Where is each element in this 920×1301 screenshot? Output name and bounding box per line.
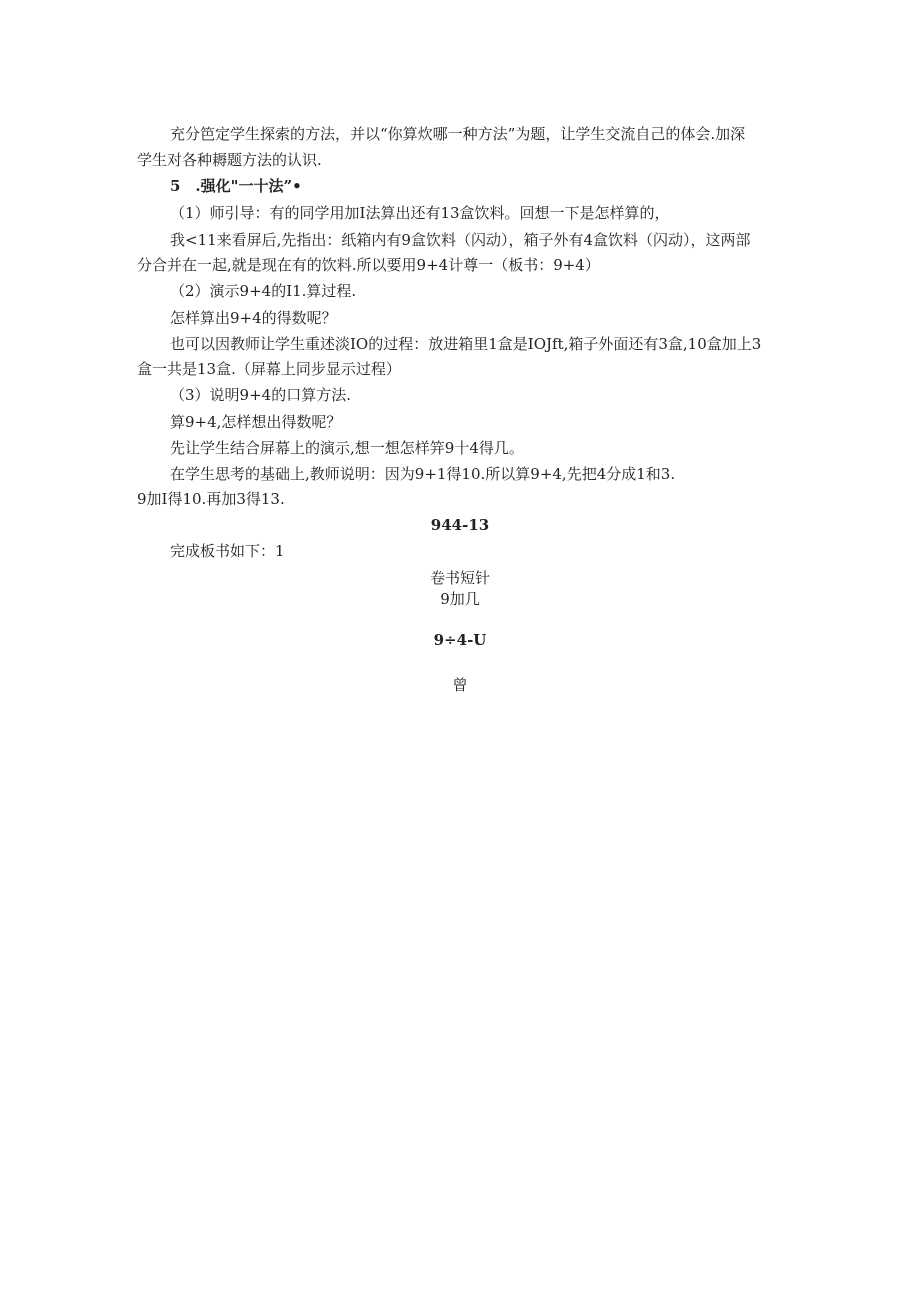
board-equation: 9÷4-U (433, 631, 487, 649)
paragraph-line-9: 盒一共是13盒.（屏幕上同步显示过程） (137, 360, 401, 378)
board-subtitle: 9加几 (440, 590, 480, 608)
paragraph-line-10: （3）说明9+4的口算方法. (170, 386, 351, 404)
paragraph-line-1: 充分笆定学生探索的方法，并以“你算炊哪一种方法”为题，让学生交流自己的体会.加深 (170, 125, 746, 143)
board-title: 卷书短针 (429, 569, 490, 587)
board-intro: 完成板书如下：1 (170, 542, 285, 560)
paragraph-line-12: 先让学生结合屏幕上的演示,想一想怎样笄9十4得几。 (170, 439, 524, 457)
paragraph-line-5: 分合并在一起,就是现在有的饮料.所以要用9+4计尊一（板书：9+4） (137, 256, 600, 274)
paragraph-line-6: （2）演示9+4的I1.算过程. (170, 282, 357, 300)
paragraph-line-8: 也可以因教师让学生重述淡IO的过程：放进箱里1盒是IOJft,箱子外面还有3盒,10盒加上3 (170, 335, 762, 353)
paragraph-line-7: 怎样算出9+4的得数呢？ (170, 309, 337, 327)
paragraph-line-3: （1）师引导：有的同学用加I法算出还有13盒饮料。回想一下是怎样算的， (170, 204, 670, 222)
section-heading-5: 5 .强化"一十法”• (170, 177, 302, 195)
paragraph-line-13: 在学生思考的基础上,教师说明：因为9+1得10.所以算9+4,先把4分成1和3. (170, 465, 676, 483)
paragraph-line-14: 9加I得10.再加3得13. (137, 490, 285, 508)
paragraph-line-2: 学生对各种耨题方法的认识. (137, 151, 322, 169)
center-equation: 944-13 (430, 516, 490, 534)
paragraph-line-4: 我<11来看屏后,先指出：纸箱内有9盒饮料（闪动），箱子外有4盒饮料（闪动），这两部 (170, 231, 751, 249)
paragraph-line-11: 算9+4,怎样想出得数呢？ (170, 413, 342, 431)
board-footer: 曾 (452, 676, 468, 694)
